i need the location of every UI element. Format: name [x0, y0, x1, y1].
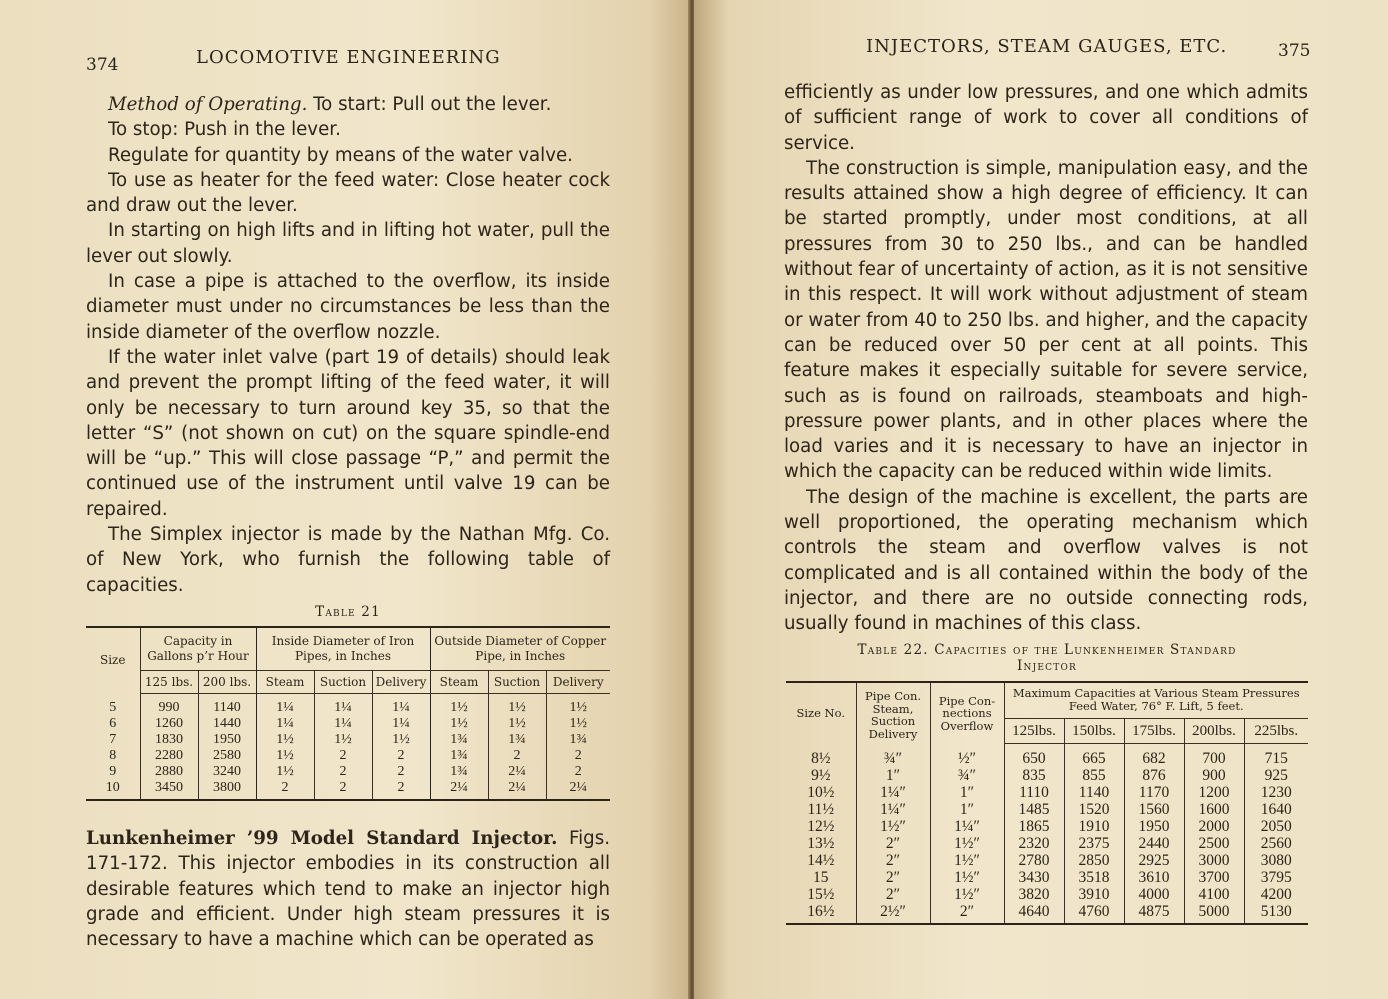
- t21-cell: 1950: [198, 732, 256, 748]
- t22-cell: 12½: [807, 818, 835, 835]
- t22-cell: ¾″: [930, 767, 1004, 784]
- running-head: LOCOMOTIVE ENGINEERING: [196, 47, 501, 68]
- t22-cell: 2″: [856, 869, 930, 886]
- t22-cell: 2500: [1184, 835, 1244, 852]
- t22-cell: 715: [1244, 744, 1308, 768]
- t21-cell: 2¼: [546, 780, 610, 800]
- t22-cell: 3518: [1064, 869, 1124, 886]
- t22-cell: 16½: [807, 903, 835, 920]
- t22-cell: 2925: [1124, 852, 1184, 869]
- t22-cell: 650: [1004, 744, 1064, 768]
- t22-row: [786, 903, 1308, 924]
- t22-cell: 2780: [1004, 852, 1064, 869]
- t21-cell: 1¾: [430, 732, 488, 748]
- t21-cell: 2: [256, 780, 314, 800]
- t21-cell: 1260: [140, 716, 198, 732]
- t22-cell: 8½: [811, 749, 831, 767]
- t22-subheader: 175lbs.: [1124, 719, 1184, 744]
- t22-cell: 4200: [1244, 886, 1308, 903]
- t22-cell: 855: [1064, 767, 1124, 784]
- t22-row: [786, 784, 1308, 801]
- t22-cell: 2″: [930, 903, 1004, 924]
- t22-cell: 4640: [1004, 903, 1064, 924]
- t22-body: [786, 744, 1308, 925]
- t22-row: [786, 852, 1308, 869]
- t21-cell: 5: [109, 699, 117, 715]
- t22-row: [786, 818, 1308, 835]
- t22-cell: 14½: [807, 852, 835, 869]
- left-body-text-2: [86, 826, 610, 952]
- t22-cell: 2850: [1064, 852, 1124, 869]
- paragraph-regulate: Regulate for quantity by means of the water valve.: [108, 144, 573, 166]
- t21-cell: 1½: [546, 716, 610, 732]
- t21-cell: 1¼: [372, 694, 430, 717]
- t21-cell: 6: [109, 716, 117, 731]
- paragraph-continuation: efficiently as under low pressures, and one which admits of sufficient range of work to cover all conditions of service.: [784, 82, 1308, 154]
- t21-header-inside: Inside Diameter of Iron Pipes, in Inches: [256, 627, 430, 671]
- t22-row: [786, 744, 1308, 768]
- t21-cell: 1440: [198, 716, 256, 732]
- t22-cell: 1½″: [930, 869, 1004, 886]
- t22-subheader: 150lbs.: [1064, 719, 1124, 744]
- t21-cell: 1½: [256, 748, 314, 764]
- t22-cell: 2″: [856, 886, 930, 903]
- t21-cell: 1¼: [314, 694, 372, 717]
- t21-cell: 1¾: [488, 732, 546, 748]
- t21-cell: 2: [372, 748, 430, 764]
- running-head: INJECTORS, STEAM GAUGES, ETC.: [866, 36, 1228, 57]
- t21-cell: 1¼: [372, 716, 430, 732]
- t22-header-pipe-steam: Pipe Con. Steam, Suction Delivery: [856, 682, 930, 744]
- t22-header-max-capacities: Maximum Capacities at Various Steam Pressures Feed Water, 76° F. Lift, 5 feet.: [1004, 682, 1308, 719]
- t22-subheader: 200lbs.: [1184, 719, 1244, 744]
- t21-cell: 2: [372, 780, 430, 800]
- table-21: [86, 626, 610, 801]
- t21-cell: 2280: [140, 748, 198, 764]
- t22-header-size: Size No.: [796, 706, 845, 720]
- left-page: [0, 0, 690, 999]
- t22-cell: 10½: [807, 784, 835, 801]
- t21-cell: 2¼: [488, 780, 546, 800]
- t21-cell: 2880: [140, 764, 198, 780]
- t21-subheader: 200 lbs.: [198, 671, 256, 694]
- t22-subheader: 225lbs.: [1244, 719, 1308, 744]
- t21-cell: 1¼: [256, 694, 314, 717]
- t22-cell: 4100: [1184, 886, 1244, 903]
- left-body-text: [86, 92, 610, 598]
- table22-caption-line2: Injector: [1016, 658, 1078, 674]
- t22-cell: 700: [1184, 744, 1244, 768]
- t21-subheader: Steam: [256, 671, 314, 694]
- t22-cell: 1½″: [930, 835, 1004, 852]
- t21-cell: 2: [546, 748, 610, 764]
- t21-header-outside: Outside Diameter of Copper Pipe, in Inches: [430, 627, 610, 671]
- t22-cell: 1170: [1124, 784, 1184, 801]
- t21-body: [86, 694, 610, 801]
- t21-subheader: Steam: [430, 671, 488, 694]
- t21-cell: 1¾: [430, 764, 488, 780]
- t22-cell: 3910: [1064, 886, 1124, 903]
- t21-cell: 1½: [256, 764, 314, 780]
- t22-cell: 1230: [1244, 784, 1308, 801]
- t21-cell: 2: [546, 764, 610, 780]
- t22-cell: 3610: [1124, 869, 1184, 886]
- t21-cell: 1½: [430, 694, 488, 717]
- t21-cell: 1¼: [256, 716, 314, 732]
- t21-cell: 9: [109, 764, 117, 779]
- t21-cell: 1½: [372, 732, 430, 748]
- t21-cell: 2: [372, 764, 430, 780]
- paragraph-simplex: The Simplex injector is made by the Nathan Mfg. Co. of New York, who furnish the following table of capacities.: [86, 524, 610, 596]
- t21-cell: 3450: [140, 780, 198, 800]
- t21-cell: 990: [140, 694, 198, 717]
- t21-cell: 1½: [430, 716, 488, 732]
- t22-cell: 1″: [930, 784, 1004, 801]
- t21-cell: 1140: [198, 694, 256, 717]
- t21-cell: 3800: [198, 780, 256, 800]
- t21-cell: 1830: [140, 732, 198, 748]
- t22-header-pipe-overflow: Pipe Con-nections Overflow: [930, 682, 1004, 744]
- t22-cell: 2375: [1064, 835, 1124, 852]
- t22-row: [786, 801, 1308, 818]
- t22-cell: 15½: [807, 886, 835, 903]
- table21-caption: Table 21: [315, 604, 381, 620]
- t22-cell: 1″: [856, 767, 930, 784]
- t22-cell: 5000: [1184, 903, 1244, 924]
- t21-subheader: Suction: [488, 671, 546, 694]
- page-number: 374: [86, 55, 119, 75]
- t21-cell: 2: [488, 748, 546, 764]
- t22-cell: 900: [1184, 767, 1244, 784]
- paragraph-leak: If the water inlet valve (part 19 of details) should leak and prevent the prompt lifting of the feed water, it will only be necessary to turn around key 35, so that the letter “S” (not shown on cut) on the square spindle-end will be “up.” This will close passage “P,” and permit the continued use of the instrument until valve 19 can be repaired.: [86, 346, 610, 520]
- t22-cell: 11½: [807, 801, 835, 818]
- t22-cell: ½″: [930, 744, 1004, 768]
- t21-row: [86, 716, 610, 732]
- t21-cell: 1½: [488, 716, 546, 732]
- t22-cell: 1485: [1004, 801, 1064, 818]
- t22-row: [786, 886, 1308, 903]
- t22-cell: 1½″: [930, 852, 1004, 869]
- t22-row: [786, 869, 1308, 886]
- t22-cell: 4760: [1064, 903, 1124, 924]
- t22-cell: 1½″: [856, 818, 930, 835]
- t21-cell: 3240: [198, 764, 256, 780]
- t21-row: [86, 764, 610, 780]
- t22-cell: ¾″: [856, 744, 930, 768]
- t22-cell: 3080: [1244, 852, 1308, 869]
- right-body-text: [784, 80, 1308, 637]
- t22-cell: 15: [813, 869, 829, 886]
- t22-cell: 1600: [1184, 801, 1244, 818]
- t22-cell: 13½: [807, 835, 835, 852]
- t22-cell: 1¼″: [856, 784, 930, 801]
- t21-cell: 1¾: [546, 732, 610, 748]
- t22-row: [786, 767, 1308, 784]
- t21-subheader: Delivery: [372, 671, 430, 694]
- lunkenheimer-text: Figs. 171-172. This injector embodies in its construction all desirable features which tend to make an injector high grade and efficient. Under high steam pressures it is necessary to have a machine which can be operated as: [86, 828, 610, 951]
- t21-subheader: Delivery: [546, 671, 610, 694]
- t21-row: [86, 748, 610, 764]
- t22-cell: 2½″: [856, 903, 930, 924]
- t22-cell: 1520: [1064, 801, 1124, 818]
- t22-cell: 2560: [1244, 835, 1308, 852]
- paragraph-stop: To stop: Push in the lever.: [108, 119, 341, 141]
- t22-cell: 1560: [1124, 801, 1184, 818]
- t22-cell: 1640: [1244, 801, 1308, 818]
- t21-subheader: 125 lbs.: [140, 671, 198, 694]
- paragraph-construction: The construction is simple, manipulation easy, and the results attained show a high degree of efficiency. It can be started promptly, under most conditions, at all pressures from 30 to 250 lbs., and can be handled without fear of uncertainty of action, as it is not sensitive in this respect. It will work without adjustment of steam or water from 40 to 250 lbs. and higher, and the capacity can be reduced over 50 per cent at all points. This feature makes it especially suitable for severe service, such as is found on railroads, steamboats and high-pressure power plants, and in other places where the load varies and it is necessary to have an injector in which the capacity can be reduced within wide limits.: [784, 157, 1308, 483]
- t22-cell: 2050: [1244, 818, 1308, 835]
- t22-cell: 2″: [856, 852, 930, 869]
- t22-cell: 2320: [1004, 835, 1064, 852]
- paragraph-overflow: In case a pipe is attached to the overflow, its inside diameter must under no circumstances be less than the inside diameter of the overflow nozzle.: [86, 271, 610, 343]
- t22-cell: 3700: [1184, 869, 1244, 886]
- t22-row: [786, 835, 1308, 852]
- t21-cell: 2: [314, 780, 372, 800]
- t21-row: [86, 694, 610, 717]
- t22-cell: 1¼″: [856, 801, 930, 818]
- t21-cell: 2: [314, 748, 372, 764]
- t21-cell: 1½: [546, 694, 610, 717]
- t22-cell: 3430: [1004, 869, 1064, 886]
- t21-cell: 1¾: [430, 748, 488, 764]
- t21-cell: 1½: [314, 732, 372, 748]
- t22-cell: 2″: [856, 835, 930, 852]
- t21-cell: 7: [109, 732, 117, 747]
- paragraph-starting: In starting on high lifts and in lifting hot water, pull the lever out slowly.: [86, 220, 610, 267]
- t22-cell: 2000: [1184, 818, 1244, 835]
- t22-cell: 925: [1244, 767, 1308, 784]
- t22-cell: 1110: [1004, 784, 1064, 801]
- t22-cell: 3795: [1244, 869, 1308, 886]
- lunkenheimer-heading: Lunkenheimer ’99 Model Standard Injector.: [86, 828, 558, 849]
- t21-cell: 8: [109, 748, 117, 763]
- t22-cell: 1140: [1064, 784, 1124, 801]
- method-label: Method of Operating.: [108, 94, 308, 115]
- t21-cell: 1½: [256, 732, 314, 748]
- t22-cell: 3000: [1184, 852, 1244, 869]
- t21-cell: 1¼: [314, 716, 372, 732]
- t22-cell: 682: [1124, 744, 1184, 768]
- t22-cell: 665: [1064, 744, 1124, 768]
- t21-header-size: Size: [100, 653, 126, 668]
- page-number: 375: [1278, 41, 1311, 61]
- t22-cell: 3820: [1004, 886, 1064, 903]
- method-text: To start: Pull out the lever.: [307, 94, 552, 115]
- t22-cell: 1½″: [930, 886, 1004, 903]
- t21-cell: 2580: [198, 748, 256, 764]
- t22-cell: 876: [1124, 767, 1184, 784]
- t22-cell: 9½: [811, 767, 831, 784]
- t21-header-capacity: Capacity in Gallons p’r Hour: [140, 627, 256, 671]
- t21-cell: 2¼: [488, 764, 546, 780]
- t22-cell: 2440: [1124, 835, 1184, 852]
- t22-cell: 1910: [1064, 818, 1124, 835]
- t21-row: [86, 780, 610, 800]
- t22-cell: 1¼″: [930, 818, 1004, 835]
- t22-cell: 5130: [1244, 903, 1308, 924]
- t21-cell: 2¼: [430, 780, 488, 800]
- t21-cell: 2: [314, 764, 372, 780]
- table-22: [786, 681, 1308, 925]
- paragraph-heater: To use as heater for the feed water: Close heater cock and draw out the lever.: [86, 169, 610, 217]
- paragraph-design: The design of the machine is excellent, the parts are well proportioned, the operating mechanism which controls the steam and overflow valves is not complicated and is all contained within the body of the injector, and there are no outside connecting rods, usually found in machines of this class.: [784, 486, 1308, 635]
- paragraph-method: [86, 92, 610, 117]
- t21-subheader: Suction: [314, 671, 372, 694]
- t22-cell: 1200: [1184, 784, 1244, 801]
- t22-cell: 1950: [1124, 818, 1184, 835]
- t21-cell: 1½: [488, 694, 546, 717]
- t22-cell: 1865: [1004, 818, 1064, 835]
- t22-cell: 835: [1004, 767, 1064, 784]
- t21-cell: 10: [105, 780, 120, 795]
- paragraph-lunkenheimer: [86, 826, 610, 952]
- t21-row: [86, 732, 610, 748]
- table22-caption-line1: Table 22. Capacities of the Lunkenheimer Standard: [857, 642, 1237, 658]
- t22-cell: 4000: [1124, 886, 1184, 903]
- t22-cell: 4875: [1124, 903, 1184, 924]
- t22-cell: 1″: [930, 801, 1004, 818]
- t22-subheader: 125lbs.: [1004, 719, 1064, 744]
